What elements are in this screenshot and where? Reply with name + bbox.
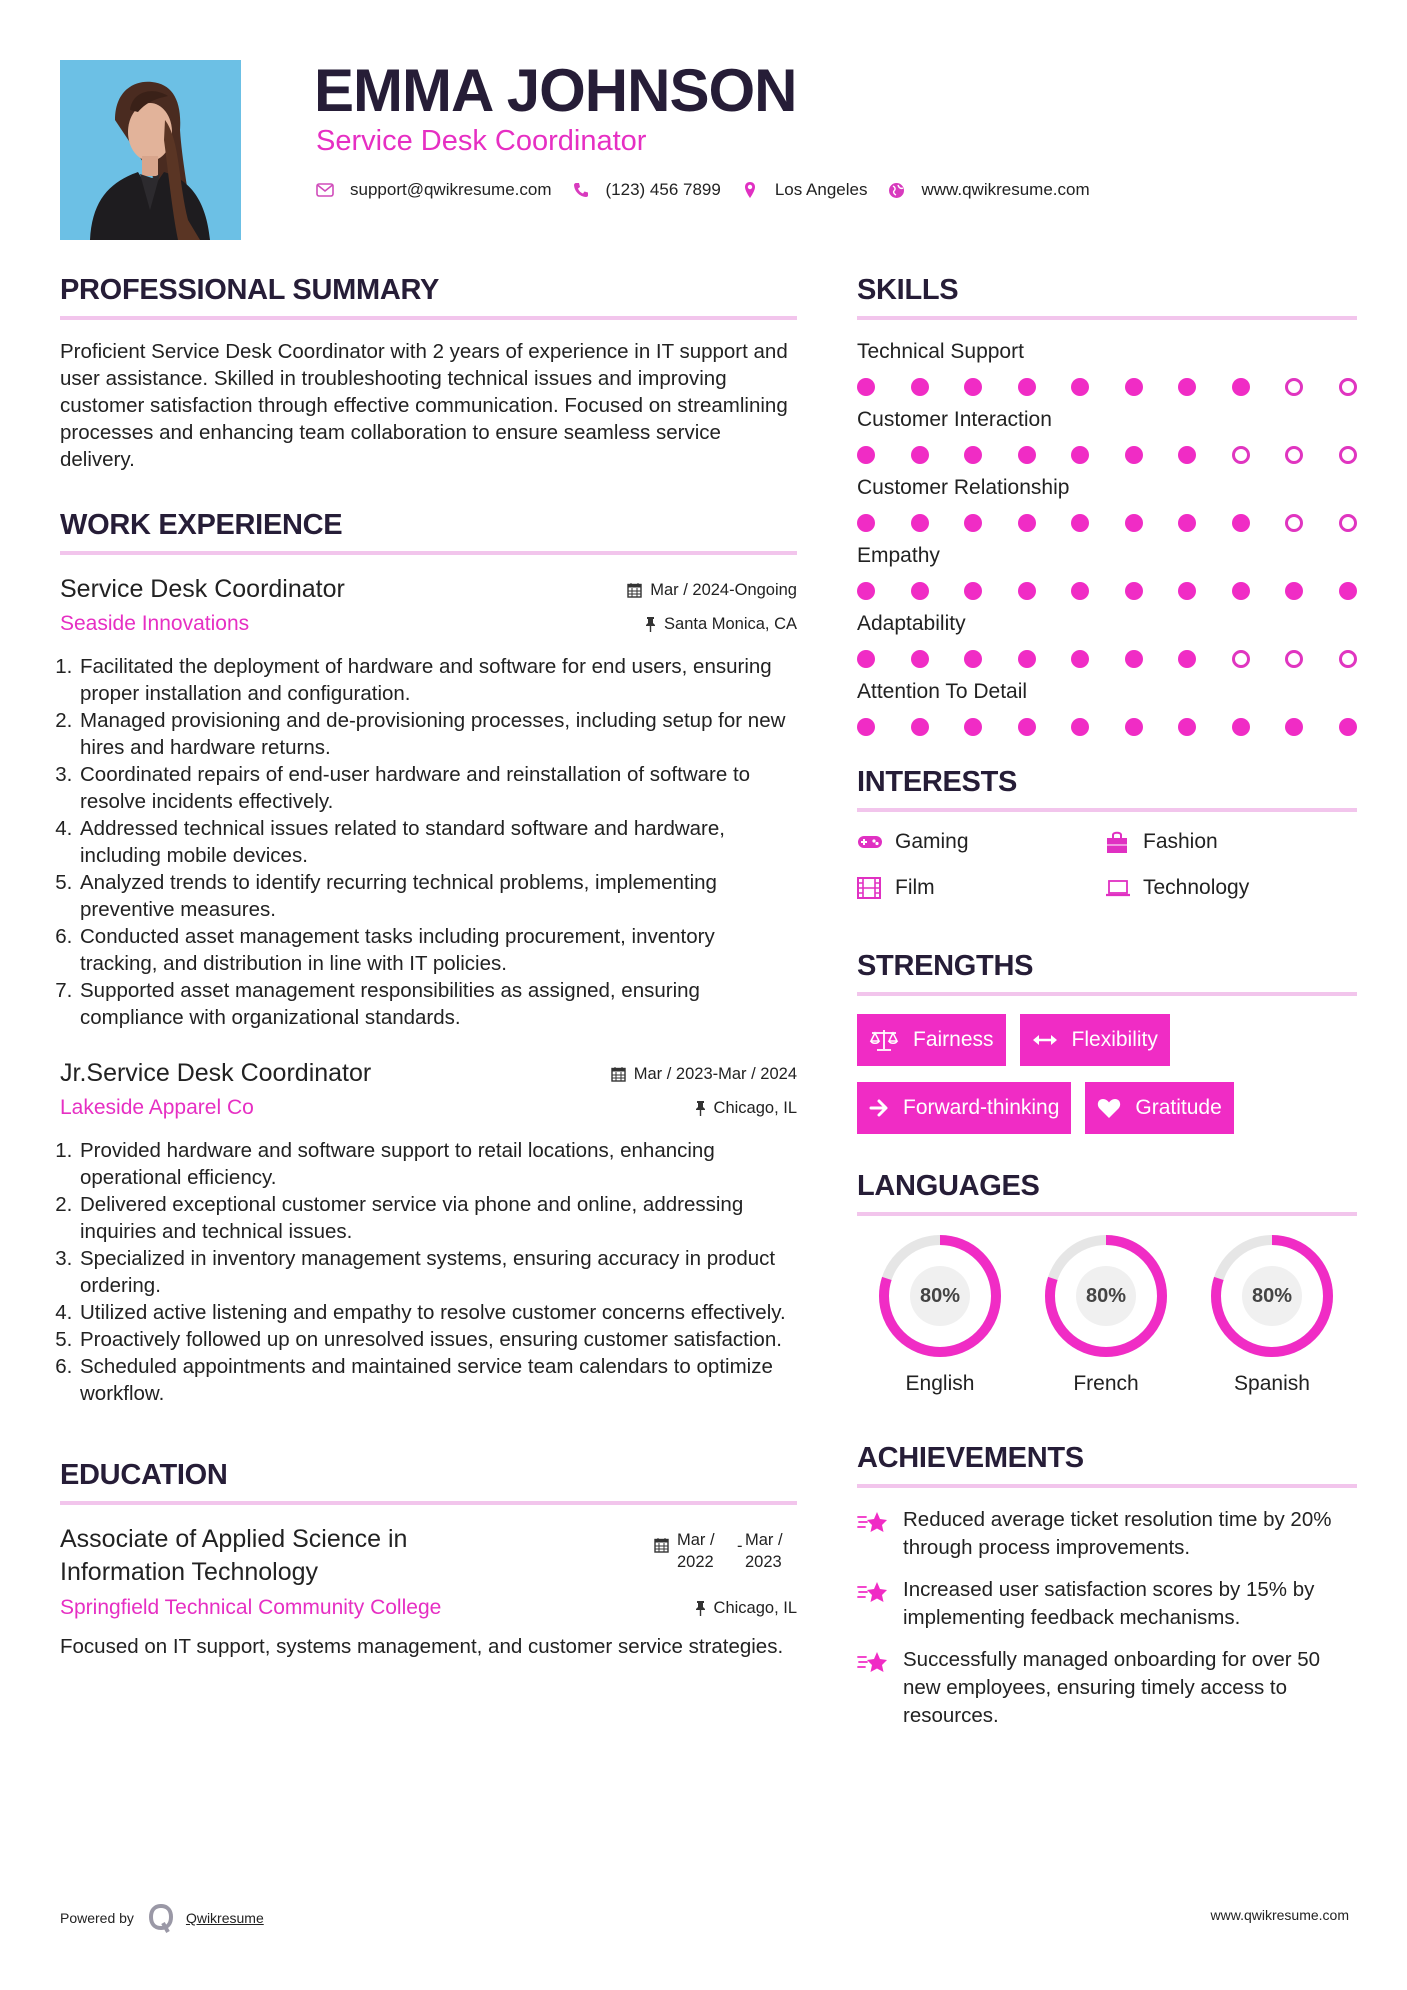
job-bullet: 6. Scheduled appointments and maintained service team calendars to optimize workflow. (78, 1353, 797, 1407)
filled-dot-icon (964, 378, 982, 396)
interests-grid (857, 828, 1357, 902)
languages-list (857, 1234, 1357, 1398)
candidate-title: Service Desk Coordinator (316, 125, 647, 157)
filled-dot-icon (911, 718, 929, 736)
filled-dot-icon (1018, 378, 1036, 396)
interest-item (857, 874, 1105, 902)
filled-dot-icon (1071, 378, 1089, 396)
skill-label: Adaptability (857, 612, 966, 635)
heart-icon (1097, 1097, 1121, 1119)
filled-dot-icon (1285, 582, 1303, 600)
filled-dot-icon (857, 718, 875, 736)
strengths-tags (857, 1014, 1317, 1134)
skill-label: Customer Interaction (857, 408, 1052, 431)
filled-dot-icon (1071, 446, 1089, 464)
skill-rating-dots (857, 378, 1357, 396)
achievement-text: Successfully managed onboarding for over 50 new employees, ensuring timely access to resources. (903, 1648, 1321, 1727)
strength-label: Fairness (913, 1028, 994, 1051)
location-text: Los Angeles (774, 180, 868, 199)
contact-phone[interactable] (572, 180, 721, 200)
map-pin-icon (741, 181, 759, 199)
job-bullets (60, 653, 797, 1031)
job-dates-text: Mar / 2023-Mar / 2024 (633, 1065, 797, 1083)
right-column (857, 272, 1357, 1744)
filled-dot-icon (1018, 718, 1036, 736)
filled-dot-icon (1018, 650, 1036, 668)
skill-item (857, 406, 1357, 464)
section-title-skills: SKILLS (857, 274, 959, 306)
job-dates-text: Mar / 2024-Ongoing (650, 581, 797, 599)
achievement-item (857, 1576, 1357, 1632)
experience-section (60, 507, 797, 1407)
filled-dot-icon (1125, 718, 1143, 736)
section-divider (857, 992, 1357, 996)
job-bullet: 3. Specialized in inventory management systems, ensuring accuracy in product ordering. (78, 1245, 797, 1299)
language-name: Spanish (1234, 1372, 1310, 1395)
skill-rating-dots (857, 718, 1357, 736)
education-dates (654, 1529, 797, 1573)
filled-dot-icon (911, 446, 929, 464)
laptop-icon (1105, 876, 1131, 900)
filled-dot-icon (911, 378, 929, 396)
strength-tag (1085, 1082, 1233, 1134)
arrow-right-icon (869, 1098, 889, 1118)
calendar-icon (611, 1066, 626, 1082)
filled-dot-icon (1178, 582, 1196, 600)
person-silhouette-icon (60, 60, 241, 240)
job-location (645, 613, 797, 635)
company-name: Seaside Innovations (60, 612, 250, 635)
job-bullet: 7. Supported asset management responsibilities as assigned, ensuring compliance with organizational standards. (78, 977, 797, 1031)
job-dates (627, 579, 797, 601)
skill-rating-dots (857, 650, 1357, 668)
footer-website[interactable]: www.qwikresume.com (1210, 1907, 1349, 1923)
contact-website[interactable] (887, 180, 1089, 200)
interest-label: Technology (1143, 876, 1250, 899)
strength-label: Flexibility (1071, 1028, 1158, 1051)
filled-dot-icon (1125, 378, 1143, 396)
job-dates (611, 1063, 797, 1085)
languages-section (857, 1168, 1357, 1398)
section-title-strengths: STRENGTHS (857, 950, 1034, 982)
pushpin-icon (645, 616, 656, 632)
job-entry (60, 1057, 797, 1407)
footer-powered-by (60, 1903, 264, 1933)
job-bullet: 2. Managed provisioning and de-provisioning processes, including setup for new hires and hardware returns. (78, 707, 797, 761)
interest-item (857, 828, 1105, 856)
job-role: Service Desk Coordinator (60, 575, 345, 603)
school-location (695, 1597, 797, 1619)
empty-dot-icon (1232, 650, 1250, 668)
skill-item (857, 474, 1357, 532)
empty-dot-icon (1285, 378, 1303, 396)
empty-dot-icon (1339, 378, 1357, 396)
filled-dot-icon (964, 582, 982, 600)
filled-dot-icon (857, 446, 875, 464)
skill-rating-dots (857, 582, 1357, 600)
filled-dot-icon (911, 514, 929, 532)
language-percent: 80% (1251, 1284, 1293, 1307)
section-divider (857, 808, 1357, 812)
filled-dot-icon (1232, 718, 1250, 736)
profile-photo (60, 60, 241, 240)
language-item (857, 1234, 1023, 1398)
job-bullet: 1. Facilitated the deployment of hardware and software for end users, ensuring proper installation and configuration. (78, 653, 797, 707)
contact-location (741, 180, 868, 200)
section-title-experience: WORK EXPERIENCE (60, 509, 343, 541)
filled-dot-icon (964, 446, 982, 464)
filled-dot-icon (1339, 718, 1357, 736)
summary-text: Proficient Service Desk Coordinator with 2 years of experience in IT support and user assistance. Skilled in troubleshooting technical issues and improving customer satisfaction through effective communication. Focused on streamlining processes and enhancing team collaboration to ensure seamless service delivery. (60, 340, 788, 471)
section-divider (857, 1212, 1357, 1216)
empty-dot-icon (1339, 446, 1357, 464)
gamepad-icon (857, 830, 883, 854)
filled-dot-icon (1178, 514, 1196, 532)
skill-item (857, 542, 1357, 600)
filled-dot-icon (964, 718, 982, 736)
job-bullet: 1. Provided hardware and software support to retail locations, enhancing operational efficiency. (78, 1137, 797, 1191)
start-year: 2022 (677, 1553, 714, 1571)
strength-tag (857, 1014, 1006, 1066)
strength-label: Forward-thinking (903, 1096, 1060, 1119)
filled-dot-icon (857, 582, 875, 600)
globe-icon (887, 181, 905, 199)
strength-tag (857, 1082, 1071, 1134)
calendar-icon (654, 1537, 669, 1559)
filled-dot-icon (857, 650, 875, 668)
filled-dot-icon (1125, 446, 1143, 464)
interest-item (1105, 828, 1355, 856)
skill-item (857, 678, 1357, 736)
interests-section (857, 764, 1357, 902)
company-name: Lakeside Apparel Co (60, 1096, 254, 1119)
phone-icon (572, 181, 590, 199)
achievements-section (857, 1440, 1357, 1730)
job-location-text: Santa Monica, CA (664, 615, 797, 633)
left-column (60, 272, 797, 1660)
date-separator: - (737, 1537, 743, 1555)
language-item (1023, 1234, 1189, 1398)
skill-label: Empathy (857, 544, 940, 567)
start-month: Mar / (677, 1531, 715, 1549)
job-bullet: 2. Delivered exceptional customer service via phone and online, addressing inquiries and technical issues. (78, 1191, 797, 1245)
filled-dot-icon (1339, 582, 1357, 600)
skill-label: Customer Relationship (857, 476, 1070, 499)
job-bullet: 5. Analyzed trends to identify recurring technical problems, implementing preventive measures. (78, 869, 797, 923)
phone-text: (123) 456 7899 (605, 180, 721, 199)
language-item (1189, 1234, 1355, 1398)
empty-dot-icon (1339, 514, 1357, 532)
strengths-section (857, 948, 1357, 1134)
filled-dot-icon (1125, 582, 1143, 600)
strength-label: Gratitude (1135, 1096, 1222, 1119)
filled-dot-icon (1285, 718, 1303, 736)
skill-rating-dots (857, 446, 1357, 464)
interest-label: Fashion (1143, 830, 1218, 853)
skills-list (857, 338, 1357, 736)
interest-label: Film (895, 876, 935, 899)
language-progress-ring (1210, 1234, 1334, 1358)
language-progress-ring (1044, 1234, 1168, 1358)
empty-dot-icon (1285, 514, 1303, 532)
skills-section (857, 272, 1357, 736)
balance-scale-icon (869, 1028, 899, 1052)
section-divider (60, 551, 797, 555)
filled-dot-icon (1018, 514, 1036, 532)
school-name: Springfield Technical Community College (60, 1596, 442, 1619)
powered-by-label: Powered by (60, 1910, 134, 1926)
job-role: Jr.Service Desk Coordinator (60, 1059, 372, 1087)
filled-dot-icon (1178, 650, 1196, 668)
section-divider (857, 1484, 1357, 1488)
degree-name: Associate of Applied Science in Information Technology (60, 1525, 408, 1586)
empty-dot-icon (1339, 650, 1357, 668)
achievement-text: Reduced average ticket resolution time by 20% through process improvements. (903, 1508, 1332, 1559)
filled-dot-icon (964, 650, 982, 668)
language-name: English (905, 1372, 975, 1395)
filled-dot-icon (1018, 582, 1036, 600)
empty-dot-icon (1232, 446, 1250, 464)
skill-item (857, 338, 1357, 396)
summary-section (60, 272, 797, 473)
skill-rating-dots (857, 514, 1357, 532)
contact-row (316, 178, 1110, 202)
language-progress-ring (878, 1234, 1002, 1358)
arrows-horizontal-icon (1032, 1033, 1058, 1047)
education-section (60, 1457, 797, 1660)
job-bullet: 4. Utilized active listening and empathy to resolve customer concerns effectively. (78, 1299, 797, 1326)
filled-dot-icon (1125, 514, 1143, 532)
job-bullet: 6. Conducted asset management tasks including procurement, inventory tracking, and distribution in line with IT policies. (78, 923, 797, 977)
qwikresume-logo-icon (148, 1903, 174, 1933)
job-location (695, 1097, 797, 1119)
section-title-education: EDUCATION (60, 1459, 228, 1491)
skill-item (857, 610, 1357, 668)
job-location-text: Chicago, IL (713, 1099, 797, 1117)
strength-tag (1020, 1014, 1170, 1066)
filled-dot-icon (1071, 582, 1089, 600)
candidate-name: EMMA JOHNSON (314, 57, 797, 124)
section-divider (60, 316, 797, 320)
filled-dot-icon (1071, 650, 1089, 668)
section-title-languages: LANGUAGES (857, 1170, 1040, 1202)
filled-dot-icon (1232, 582, 1250, 600)
calendar-icon (627, 582, 642, 598)
pushpin-icon (695, 1600, 706, 1616)
section-title-interests: INTERESTS (857, 766, 1018, 798)
filled-dot-icon (911, 650, 929, 668)
skill-label: Technical Support (857, 340, 1024, 363)
school-location-text: Chicago, IL (713, 1599, 797, 1617)
filled-dot-icon (1071, 514, 1089, 532)
job-bullet: 4. Addressed technical issues related to standard software and hardware, including mobile devices. (78, 815, 797, 869)
job-bullets (60, 1137, 797, 1407)
filled-dot-icon (1018, 446, 1036, 464)
interest-label: Gaming (895, 830, 969, 853)
contact-email[interactable] (316, 180, 552, 200)
section-title-summary: PROFESSIONAL SUMMARY (60, 274, 440, 306)
job-bullet: 3. Coordinated repairs of end-user hardware and reinstallation of software to resolve incidents effectively. (78, 761, 797, 815)
pushpin-icon (695, 1100, 706, 1116)
section-divider (60, 1501, 797, 1505)
empty-dot-icon (1285, 650, 1303, 668)
language-percent: 80% (1085, 1284, 1127, 1307)
shooting-star-icon (857, 1580, 891, 1606)
filled-dot-icon (857, 378, 875, 396)
shooting-star-icon (857, 1650, 891, 1676)
filled-dot-icon (964, 514, 982, 532)
website-text: www.qwikresume.com (921, 180, 1090, 199)
envelope-icon (316, 181, 334, 199)
film-icon (857, 876, 883, 900)
language-name: French (1073, 1372, 1139, 1395)
filled-dot-icon (1178, 446, 1196, 464)
filled-dot-icon (1178, 718, 1196, 736)
qwikresume-link[interactable]: Qwikresume (185, 1910, 264, 1926)
shopping-bag-icon (1105, 830, 1131, 854)
job-entry (60, 573, 797, 1031)
filled-dot-icon (1178, 378, 1196, 396)
email-text: support@qwikresume.com (350, 180, 552, 199)
end-month: Mar / (745, 1531, 783, 1549)
filled-dot-icon (1125, 650, 1143, 668)
job-bullet: 5. Proactively followed up on unresolved issues, ensuring customer satisfaction. (78, 1326, 797, 1353)
language-percent: 80% (919, 1284, 961, 1307)
filled-dot-icon (911, 582, 929, 600)
filled-dot-icon (1071, 718, 1089, 736)
empty-dot-icon (1285, 446, 1303, 464)
shooting-star-icon (857, 1510, 891, 1536)
filled-dot-icon (1232, 514, 1250, 532)
filled-dot-icon (857, 514, 875, 532)
achievement-item (857, 1506, 1357, 1562)
section-title-achievements: ACHIEVEMENTS (857, 1442, 1084, 1474)
section-divider (857, 316, 1357, 320)
achievement-text: Increased user satisfaction scores by 15% by implementing feedback mechanisms. (903, 1578, 1315, 1629)
interest-item (1105, 874, 1355, 902)
end-year: 2023 (745, 1553, 782, 1571)
education-description: Focused on IT support, systems management, and customer service strategies. (60, 1635, 784, 1658)
achievement-item (857, 1646, 1357, 1730)
filled-dot-icon (1232, 378, 1250, 396)
skill-label: Attention To Detail (857, 680, 1028, 703)
